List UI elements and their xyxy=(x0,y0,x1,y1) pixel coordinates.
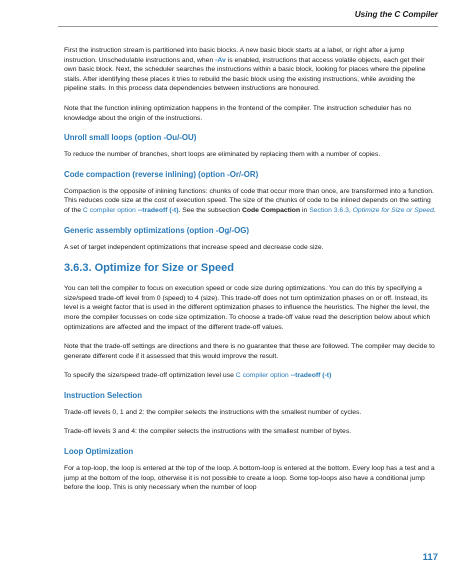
heading-instruction-selection: Instruction Selection xyxy=(64,390,143,400)
paragraph-unroll: To reduce the number of branches, short loops are eliminated by replacing them with a number of copies. xyxy=(64,151,381,159)
link-text-italic: Optimize for Size or Speed xyxy=(352,206,434,214)
link-text: C compiler option xyxy=(235,372,291,380)
running-header: Using the C Compiler xyxy=(354,10,438,19)
heading-generic-assembly: Generic assembly optimizations (option -Og/-OG) xyxy=(64,225,250,235)
link-tradeoff-option[interactable] xyxy=(83,207,179,214)
header-rule xyxy=(58,26,438,27)
option-av: -Av xyxy=(215,56,226,64)
section-heading-363: 3.6.3. Optimize for Size or Speed xyxy=(64,262,234,275)
paragraph-tradeoff-note: Note that the trade-off settings are directions and there is no guarantee that these are followed. The compiler may decide to generate different code if it assessed that this would improve the result. xyxy=(64,343,435,360)
text-run: First the instruction stream is partitioned into basic blocks. A new basic block starts at a label, or right after a jump instruction. Unschedulable instructions and, when xyxy=(64,47,405,64)
paragraph-basic-blocks xyxy=(64,46,436,94)
text-run: Compaction is the opposite of inlining functions: chunks of code that occur more than once, are transformed into a function. This reduces code size at the cost of execution speed. The size of the chunks of code to be inlined depends on the setting of the xyxy=(64,187,434,214)
paragraph-compaction xyxy=(64,187,436,216)
link-text: Section 3.6.3, xyxy=(309,206,353,214)
heading-code-compaction: Code compaction (reverse inlining) (option -Or/-OR) xyxy=(64,169,259,179)
bold-term: Code Compaction xyxy=(241,206,301,214)
page-number: 117 xyxy=(422,552,438,563)
text-run: . xyxy=(433,206,436,214)
paragraph-loop: For a top-loop, the loop is entered at the top of the loop. A bottom-loop is entered at the bottom. Every loop has a test and a jump at the bottom of the loop, otherwise it is not possible to create a loop. Some top-loops also have a conditional jump before the loop. This is only necessary when the number of loop xyxy=(64,465,435,492)
paragraph-tradeoff-intro: You can tell the compiler to focus on execution speed or code size during optimizations. You can do this by specifying a size/speed trade-off level from 0 (speed) to 4 (size). This trade-off does not turn optimization phases on or off. Instead, its level is a weight factor that is used in the different optimization phases to influence the heuristics. The higher the level, the more the compiler focusses on code size optimization. To choose a trade-off value read the description below about which optimizations are affected and the impact of the different trade-off values. xyxy=(64,285,431,331)
paragraph-inlining-note: Note that the function inlining optimization happens in the frontend of the compiler. The instruction scheduler has no knowledge about the origin of the instructions. xyxy=(64,104,412,122)
link-text-bold: --tradeoff (-t) xyxy=(137,206,179,214)
paragraph-tradeoff-option xyxy=(64,371,436,381)
paragraph-levels-012: Trade-off levels 0, 1 and 2: the compiler selects the instructions with the smallest number of cycles. xyxy=(64,408,362,416)
heading-loop-optimization: Loop Optimization xyxy=(64,447,134,457)
text-run: is enabled, instructions that access volatile objects, each get their own basic block. Next, the scheduler searches the instructions within a basic block, looking for places where the pipeline stalls. After identifying these places it tries to rebuild the basic block using the existing instructions, while avoiding the pipeline stalls. In this process data dependencies between instructions are honoured. xyxy=(64,56,426,93)
text-run: To specify the size/speed trade-off optimization level use xyxy=(64,372,236,380)
link-tradeoff-option[interactable] xyxy=(236,372,332,379)
heading-unroll-small-loops: Unroll small loops (option -Ou/-OU) xyxy=(64,133,197,143)
text-run: . See the subsection xyxy=(178,206,242,214)
text-run: in xyxy=(300,206,310,214)
link-section-363[interactable] xyxy=(309,207,434,214)
page-content xyxy=(64,46,436,503)
paragraph-levels-34: Trade-off levels 3 and 4: the compiler selects the instructions with the smallest number of bytes. xyxy=(64,428,352,436)
paragraph-generic: A set of target independent optimizations that increase speed and decrease code size. xyxy=(64,243,324,251)
link-text-bold: --tradeoff (-t) xyxy=(290,372,332,380)
link-text: C compiler option xyxy=(82,206,138,214)
